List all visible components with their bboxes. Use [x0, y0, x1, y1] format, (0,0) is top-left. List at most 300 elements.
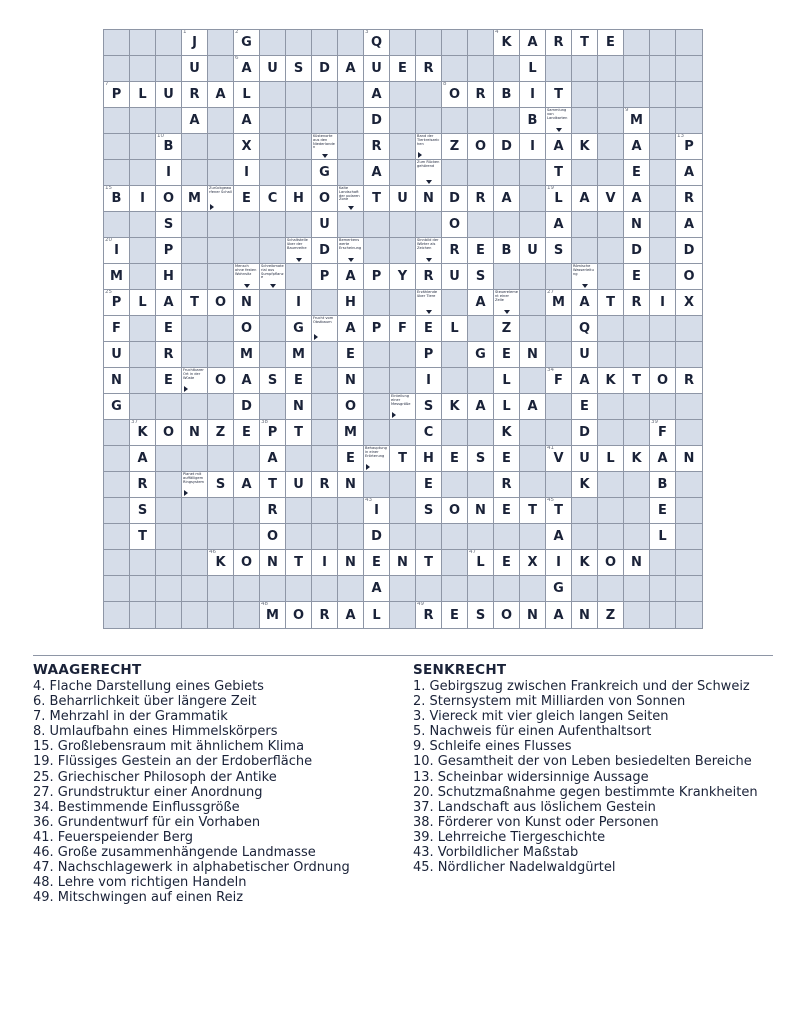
cell-letter: T: [632, 373, 641, 388]
empty-cell: [442, 56, 468, 82]
empty-cell: [442, 30, 468, 56]
cell-letter: K: [579, 477, 590, 492]
empty-cell: [520, 160, 546, 186]
empty-cell: [260, 342, 286, 368]
letter-cell: [650, 524, 676, 550]
cell-letter: T: [372, 191, 381, 206]
empty-cell: [156, 498, 182, 524]
empty-cell: [572, 82, 598, 108]
letter-cell: [130, 446, 156, 472]
letter-cell: [624, 290, 650, 316]
clue-item: 4. Flache Darstellung eines Gebiets: [33, 679, 264, 694]
empty-cell: [104, 550, 130, 576]
letter-cell: [234, 316, 260, 342]
letter-cell: [156, 212, 182, 238]
cell-letter: I: [244, 165, 249, 180]
clue-cell: [572, 264, 598, 290]
empty-cell: [650, 394, 676, 420]
clue-cell: [494, 290, 520, 316]
cell-letter: I: [114, 243, 119, 258]
letter-cell: [546, 446, 572, 472]
cell-letter: N: [631, 555, 642, 570]
letter-cell: [208, 368, 234, 394]
cell-letter: R: [189, 87, 200, 102]
empty-cell: [494, 56, 520, 82]
empty-cell: [598, 108, 624, 134]
cell-letter: P: [111, 87, 122, 102]
cell-letter: T: [424, 555, 433, 570]
letter-cell: [182, 82, 208, 108]
empty-cell: [520, 576, 546, 602]
empty-cell: [598, 82, 624, 108]
clue-text: Erzählende über Tiere: [417, 290, 438, 298]
empty-cell: [572, 56, 598, 82]
cell-letter: E: [346, 347, 355, 362]
letter-cell: [156, 186, 182, 212]
cell-letter: A: [553, 217, 564, 232]
empty-cell: [650, 160, 676, 186]
cell-letter: P: [111, 295, 122, 310]
cell-letter: I: [374, 503, 379, 518]
empty-cell: [416, 212, 442, 238]
empty-cell: [624, 524, 650, 550]
letter-cell: [156, 316, 182, 342]
empty-cell: [468, 524, 494, 550]
empty-cell: [676, 498, 702, 524]
letter-cell: [260, 550, 286, 576]
empty-cell: [260, 238, 286, 264]
empty-cell: [286, 446, 312, 472]
letter-cell: [546, 238, 572, 264]
empty-cell: [286, 264, 312, 290]
empty-cell: [442, 420, 468, 446]
clue-text: Küstenorte aus den Niederlanden: [313, 134, 335, 150]
clue-cell: [312, 316, 338, 342]
empty-cell: [260, 134, 286, 160]
empty-cell: [676, 472, 702, 498]
empty-cell: [442, 160, 468, 186]
letter-cell: [364, 264, 390, 290]
clue-text: Schaltstelle über der Baumreihe: [287, 238, 308, 250]
letter-cell: [624, 264, 650, 290]
cell-letter: A: [345, 269, 356, 284]
clue-text: Zum Rücken gehörend: [417, 160, 440, 168]
cell-letter: S: [423, 503, 434, 518]
letter-cell: [234, 56, 260, 82]
cell-letter: R: [501, 477, 512, 492]
cell-letter: R: [553, 35, 564, 50]
cell-letter: B: [501, 243, 512, 258]
clue-number: 37: [131, 420, 138, 425]
empty-cell: [468, 56, 494, 82]
letter-cell: [260, 524, 286, 550]
cell-letter: E: [398, 61, 407, 76]
empty-cell: [182, 498, 208, 524]
cell-letter: L: [554, 191, 563, 206]
empty-cell: [156, 576, 182, 602]
empty-cell: [156, 446, 182, 472]
empty-cell: [182, 394, 208, 420]
letter-cell: [494, 498, 520, 524]
cell-letter: A: [241, 373, 252, 388]
empty-cell: [104, 30, 130, 56]
empty-cell: [650, 108, 676, 134]
clue-cell: [312, 134, 338, 160]
clue-number: 25: [105, 290, 112, 295]
letter-cell: [520, 498, 546, 524]
cell-letter: X: [527, 555, 538, 570]
cell-letter: R: [683, 191, 694, 206]
letter-cell: [468, 290, 494, 316]
cell-letter: A: [267, 451, 278, 466]
empty-cell: [182, 446, 208, 472]
empty-cell: [468, 160, 494, 186]
empty-cell: [598, 498, 624, 524]
letter-cell: [416, 368, 442, 394]
cell-letter: Z: [501, 321, 512, 336]
cell-letter: Z: [605, 607, 616, 623]
cell-letter: O: [214, 373, 227, 388]
letter-cell: [416, 446, 442, 472]
cell-letter: R: [475, 191, 486, 206]
clue-item: 41. Feuerspeiender Berg: [33, 829, 194, 845]
empty-cell: [390, 238, 416, 264]
cell-letter: K: [501, 35, 512, 50]
cell-letter: N: [345, 555, 356, 570]
empty-cell: [650, 264, 676, 290]
letter-cell: [364, 160, 390, 186]
cell-letter: E: [502, 451, 511, 466]
clue-number: 19: [547, 186, 554, 191]
letter-cell: [234, 420, 260, 446]
clue-number: 3: [365, 30, 369, 35]
letter-cell: [364, 82, 390, 108]
cell-letter: A: [371, 87, 382, 102]
empty-cell: [494, 212, 520, 238]
cell-letter: A: [241, 61, 252, 76]
empty-cell: [676, 550, 702, 576]
empty-cell: [520, 420, 546, 446]
letter-cell: [364, 602, 390, 628]
empty-cell: [598, 264, 624, 290]
letter-cell: [624, 550, 650, 576]
letter-cell: [416, 550, 442, 576]
cell-letter: X: [241, 139, 252, 154]
letter-cell: [156, 368, 182, 394]
empty-cell: [104, 212, 130, 238]
cell-letter: A: [683, 217, 695, 232]
cell-letter: N: [423, 191, 434, 206]
clue-item: 19. Flüssiges Gestein an der Erdoberfläche: [33, 754, 313, 770]
cell-letter: A: [683, 165, 695, 180]
clue-item: 5. Nachweis für einen Aufenthaltsort: [413, 724, 652, 740]
cell-letter: E: [242, 191, 251, 206]
empty-cell: [416, 30, 442, 56]
empty-cell: [598, 342, 624, 368]
cell-letter: A: [475, 295, 486, 310]
cell-letter: M: [266, 607, 279, 623]
cell-letter: A: [345, 607, 356, 623]
clue-number: 1: [183, 30, 187, 35]
cell-letter: D: [631, 243, 642, 258]
cell-letter: O: [448, 217, 461, 232]
letter-cell: [598, 186, 624, 212]
cell-letter: N: [631, 217, 642, 232]
cell-letter: T: [554, 503, 563, 518]
empty-cell: [624, 472, 650, 498]
empty-cell: [312, 524, 338, 550]
empty-cell: [208, 264, 234, 290]
letter-cell: [234, 134, 260, 160]
empty-cell: [390, 108, 416, 134]
cell-letter: D: [683, 243, 695, 258]
letter-cell: [468, 498, 494, 524]
clue-item: 20. Schutzmaßnahme gegen bestimmte Krankheiten: [413, 784, 758, 800]
cell-letter: M: [292, 347, 305, 362]
empty-cell: [130, 342, 156, 368]
cell-letter: B: [501, 87, 512, 102]
arrow-down-icon: [296, 258, 302, 262]
empty-cell: [676, 394, 702, 420]
empty-cell: [572, 576, 598, 602]
letter-cell: [546, 212, 572, 238]
clue-number: 10: [157, 134, 164, 139]
cell-letter: S: [137, 503, 148, 518]
cell-letter: P: [371, 321, 382, 336]
empty-cell: [572, 238, 598, 264]
cell-letter: E: [658, 503, 667, 518]
letter-cell: [234, 108, 260, 134]
empty-cell: [650, 316, 676, 342]
cell-letter: P: [371, 269, 382, 284]
empty-cell: [208, 160, 234, 186]
arrow-right-icon: [314, 334, 318, 340]
letter-cell: [390, 56, 416, 82]
arrow-down-icon: [426, 180, 432, 184]
empty-cell: [364, 342, 390, 368]
cell-letter: S: [423, 399, 434, 414]
clue-cell: [286, 238, 312, 264]
empty-cell: [130, 368, 156, 394]
cell-letter: A: [527, 35, 538, 50]
arrow-down-icon: [322, 154, 328, 158]
letter-cell: [468, 394, 494, 420]
arrow-down-icon: [556, 128, 562, 132]
empty-cell: [442, 108, 468, 134]
letter-cell: [442, 394, 468, 420]
empty-cell: [650, 82, 676, 108]
empty-cell: [312, 30, 338, 56]
letter-cell: [286, 602, 312, 628]
empty-cell: [104, 498, 130, 524]
letter-cell: [286, 420, 312, 446]
letter-cell: [234, 394, 260, 420]
clue-number: 49: [417, 602, 424, 607]
empty-cell: [546, 264, 572, 290]
letter-cell: [546, 82, 572, 108]
letter-cell: [312, 602, 338, 628]
cell-letter: S: [293, 61, 304, 76]
letter-cell: [572, 134, 598, 160]
letter-cell: [572, 602, 598, 628]
letter-cell: [676, 264, 702, 290]
letter-cell: [234, 30, 260, 56]
empty-cell: [260, 394, 286, 420]
cell-letter: I: [322, 555, 327, 570]
empty-cell: [416, 524, 442, 550]
cell-letter: H: [163, 269, 174, 284]
letter-cell: [572, 368, 598, 394]
letter-cell: [494, 30, 520, 56]
letter-cell: [416, 264, 442, 290]
cell-letter: X: [683, 295, 695, 310]
cell-letter: A: [527, 399, 538, 414]
cell-letter: M: [188, 191, 201, 206]
empty-cell: [286, 108, 312, 134]
empty-cell: [208, 30, 234, 56]
empty-cell: [650, 576, 676, 602]
letter-cell: [364, 498, 390, 524]
cell-letter: U: [319, 217, 330, 232]
cell-letter: N: [241, 295, 252, 310]
empty-cell: [572, 108, 598, 134]
letter-cell: [572, 472, 598, 498]
letter-cell: [442, 602, 468, 628]
cell-letter: B: [527, 113, 538, 128]
empty-cell: [624, 394, 650, 420]
empty-cell: [312, 342, 338, 368]
empty-cell: [468, 30, 494, 56]
arrow-right-icon: [418, 152, 422, 158]
cell-letter: N: [111, 373, 122, 388]
letter-cell: [416, 186, 442, 212]
cell-letter: G: [319, 165, 330, 180]
empty-cell: [390, 524, 416, 550]
cell-letter: O: [500, 607, 513, 623]
empty-cell: [546, 56, 572, 82]
cell-letter: A: [475, 399, 486, 414]
empty-cell: [208, 602, 234, 628]
cell-letter: N: [189, 425, 200, 440]
cell-letter: F: [554, 373, 563, 388]
empty-cell: [312, 394, 338, 420]
empty-cell: [286, 82, 312, 108]
empty-cell: [676, 602, 702, 628]
empty-cell: [442, 472, 468, 498]
cell-letter: E: [242, 425, 251, 440]
cell-letter: F: [112, 321, 121, 336]
cell-letter: R: [319, 607, 330, 623]
empty-cell: [286, 160, 312, 186]
empty-cell: [650, 342, 676, 368]
letter-cell: [650, 446, 676, 472]
empty-cell: [390, 160, 416, 186]
letter-cell: [338, 368, 364, 394]
cell-letter: O: [604, 555, 617, 570]
cell-letter: P: [684, 139, 694, 154]
letter-cell: [364, 134, 390, 160]
letter-cell: [156, 290, 182, 316]
empty-cell: [676, 524, 702, 550]
letter-cell: [156, 420, 182, 446]
letter-cell: [338, 56, 364, 82]
letter-cell: [520, 30, 546, 56]
cell-letter: E: [502, 503, 511, 518]
empty-cell: [208, 134, 234, 160]
letter-cell: [468, 446, 494, 472]
empty-cell: [598, 316, 624, 342]
letter-cell: [650, 472, 676, 498]
letter-cell: [312, 160, 338, 186]
cell-letter: R: [449, 243, 460, 258]
letter-cell: [338, 316, 364, 342]
cell-letter: S: [475, 269, 486, 284]
cell-letter: I: [166, 165, 171, 180]
letter-cell: [104, 394, 130, 420]
cell-letter: L: [502, 373, 511, 388]
empty-cell: [520, 316, 546, 342]
letter-cell: [546, 550, 572, 576]
cell-letter: Q: [578, 321, 591, 336]
arrow-right-icon: [184, 386, 188, 392]
clue-number: 9: [625, 108, 629, 113]
letter-cell: [182, 290, 208, 316]
letter-cell: [676, 212, 702, 238]
empty-cell: [104, 472, 130, 498]
letter-cell: [520, 550, 546, 576]
clue-number: 2: [235, 30, 239, 35]
letter-cell: [390, 186, 416, 212]
cell-letter: S: [215, 477, 226, 492]
clue-text: Einteilung einer Messgröße: [391, 394, 411, 406]
letter-cell: [416, 56, 442, 82]
clue-text: Kalte Landschaft der polaren Zone: [339, 186, 360, 202]
letter-cell: [572, 186, 598, 212]
cell-letter: C: [423, 425, 434, 440]
empty-cell: [624, 82, 650, 108]
letter-cell: [390, 316, 416, 342]
cell-letter: I: [556, 555, 561, 570]
section-divider: [33, 655, 773, 656]
empty-cell: [234, 446, 260, 472]
letter-cell: [572, 342, 598, 368]
empty-cell: [468, 212, 494, 238]
letter-cell: [338, 472, 364, 498]
empty-cell: [338, 30, 364, 56]
clue-item: 10. Gesamtheit der von Leben besiedelten Bereiche: [413, 754, 752, 770]
cell-letter: H: [345, 295, 356, 310]
cell-letter: U: [579, 347, 590, 362]
clue-item: 38. Förderer von Kunst oder Personen: [413, 814, 659, 830]
empty-cell: [624, 420, 650, 446]
clue-cell: [182, 368, 208, 394]
cell-letter: E: [450, 607, 459, 623]
clue-number: 20: [105, 238, 112, 243]
letter-cell: [598, 446, 624, 472]
empty-cell: [182, 524, 208, 550]
letter-cell: [104, 316, 130, 342]
arrow-down-icon: [348, 206, 354, 210]
letter-cell: [130, 524, 156, 550]
empty-cell: [572, 524, 598, 550]
letter-cell: [546, 160, 572, 186]
cell-letter: T: [268, 477, 277, 492]
cell-letter: E: [580, 399, 589, 414]
letter-cell: [416, 472, 442, 498]
letter-cell: [260, 186, 286, 212]
empty-cell: [208, 394, 234, 420]
cell-letter: G: [293, 321, 304, 336]
